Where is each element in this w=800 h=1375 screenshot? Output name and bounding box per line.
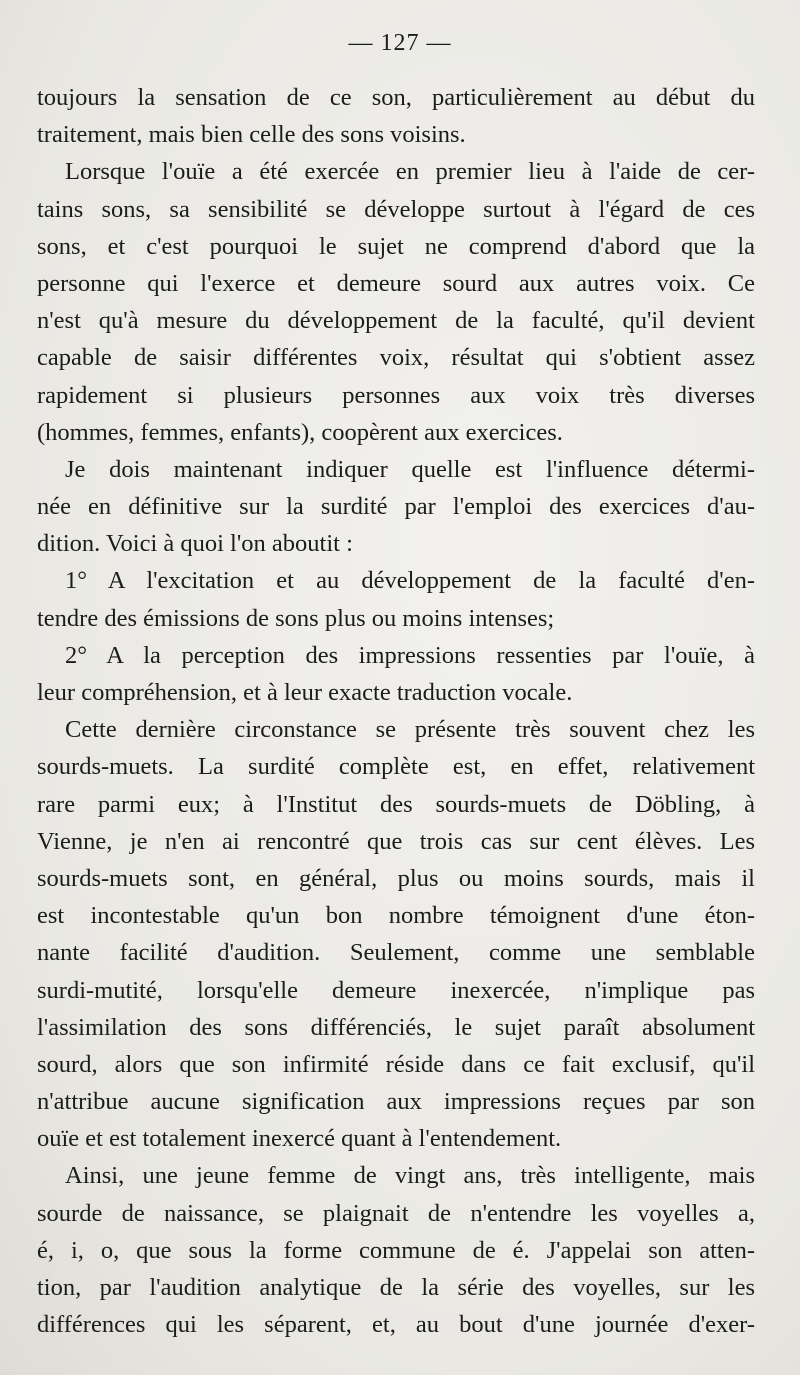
text-line: (hommes, femmes, enfants), coopèrent aux exercices. (37, 418, 563, 446)
text-line: 2° A la perception des impressions ressenties par l'ouïe, à (65, 641, 755, 669)
text-line: différences qui les séparent, et, au bout d'une journée d'exer- (37, 1311, 755, 1339)
text-line: 1° A l'excitation et au développement de la faculté d'en- (65, 567, 755, 595)
text-line: Vienne, je n'en ai rencontré que trois cas sur cent élèves. Les (37, 827, 755, 855)
text-line: rare parmi eux; à l'Institut des sourds-muets de Döbling, à (37, 790, 755, 818)
text-line: é, i, o, que sous la forme commune de é. J'appelai son atten- (37, 1236, 755, 1264)
text-line: personne qui l'exerce et demeure sourd aux autres voix. Ce (37, 269, 755, 297)
text-line: sourds-muets. La surdité complète est, en effet, relativement (37, 753, 755, 781)
text-line: sons, et c'est pourquoi le sujet ne comprend d'abord que la (37, 232, 755, 260)
page-number: — 127 — (348, 30, 452, 56)
text-line: Lorsque l'ouïe a été exercée en premier lieu à l'aide de cer- (65, 158, 755, 186)
text-line: leur compréhension, et à leur exacte traduction vocale. (37, 679, 573, 706)
text-line: Cette dernière circonstance se présente très souvent chez les (65, 716, 755, 744)
text-line: n'attribue aucune signification aux impressions reçues par son (37, 1088, 755, 1116)
text-line: l'assimilation des sons différenciés, le sujet paraît absolument (37, 1013, 755, 1041)
text-line: Je dois maintenant indiquer quelle est l'influence détermi- (65, 455, 755, 483)
text-line: est incontestable qu'un bon nombre témoignent d'une éton- (37, 902, 755, 930)
text-line: toujours la sensation de ce son, particulièrement au début du (37, 84, 755, 111)
text-line: sourd, alors que son infirmité réside dans ce fait exclusif, qu'il (37, 1050, 755, 1078)
text-line: rapidement si plusieurs personnes aux voix très diverses (37, 381, 755, 409)
text-line: née en définitive sur la surdité par l'emploi des exercices d'au- (37, 493, 755, 521)
text-line: tion, par l'audition analytique de la série des voyelles, sur les (37, 1274, 755, 1301)
text-line: Ainsi, une jeune femme de vingt ans, très intelligente, mais (65, 1162, 755, 1190)
text-line: dition. Voici à quoi l'on aboutit : (37, 530, 353, 558)
text-line: ouïe et est totalement inexercé quant à l'entendement. (37, 1125, 562, 1153)
body-text (37, 79, 755, 1343)
text-line: n'est qu'à mesure du développement de la faculté, qu'il devient (37, 307, 755, 335)
text-line: capable de saisir différentes voix, résultat qui s'obtient assez (37, 344, 755, 372)
text-line: sourde de naissance, se plaignait de n'entendre les voyelles a, (37, 1199, 755, 1227)
text-line: surdi-mutité, lorsqu'elle demeure inexercée, n'implique pas (37, 976, 755, 1004)
text-line: tains sons, sa sensibilité se développe surtout à l'égard de ces (37, 195, 755, 223)
text-line: sourds-muets sont, en général, plus ou moins sourds, mais il (37, 864, 755, 892)
text-line: nante facilité d'audition. Seulement, comme une semblable (37, 939, 755, 967)
text-line: traitement, mais bien celle des sons voisins. (37, 121, 466, 149)
text-line: tendre des émissions de sons plus ou moins intenses; (37, 604, 555, 632)
